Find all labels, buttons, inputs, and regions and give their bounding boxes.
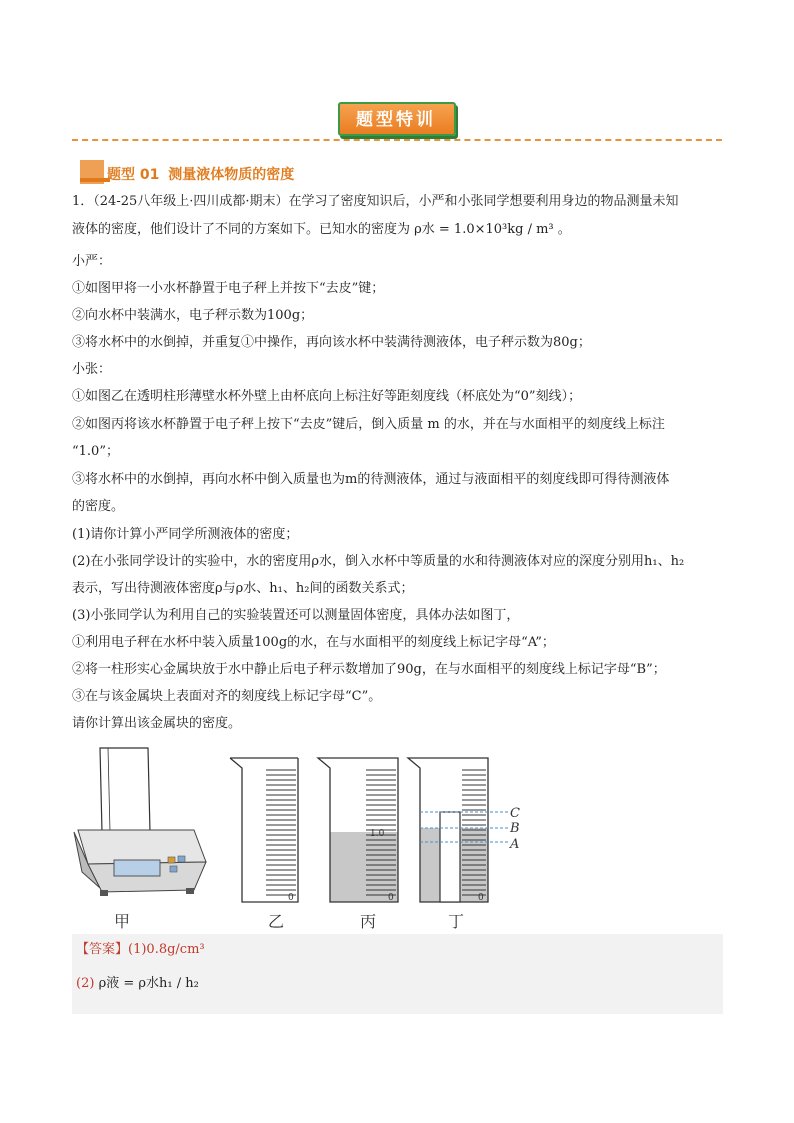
- question-line-6: ③将水杯中的水倒掉，并重复①中操作，再向该水杯中装满待测液体，电子秤示数为80g；: [72, 335, 591, 350]
- figure-label-ding: 丁: [447, 912, 465, 931]
- banner-title: 题型特训: [356, 110, 436, 130]
- question-line-17: ①利用电子秤在水杯中装入质量100g的水，在与水面相平的刻度线上标记字母“A”；: [72, 635, 555, 650]
- letter-b: B: [510, 821, 520, 836]
- figure-label-jia: 甲: [113, 912, 131, 931]
- letter-c: C: [510, 806, 520, 821]
- figure-label-yi: 乙: [267, 912, 285, 931]
- question-line-15: 表示，写出待测液体密度ρ与ρ水、h₁、h₂间的函数关系式；: [72, 581, 414, 596]
- section-banner: [334, 100, 458, 134]
- figure-jia: [74, 748, 206, 896]
- section-tag: 题型: [107, 167, 135, 183]
- question-line-3: 小严：: [72, 254, 112, 269]
- figure-ding-cup: [408, 758, 508, 902]
- question-line-19: ③在与该金属块上表面对齐的刻度线上标记字母“C”。: [72, 689, 382, 704]
- zero-mark-bing: 0: [388, 893, 394, 903]
- answer-tag: 【答案】: [76, 942, 129, 957]
- zero-mark-yi: 0: [288, 893, 294, 903]
- question-line-8: ①如图乙在透明柱形薄壁水杯外壁上由杯底向上标注好等距刻度线（杯底处为“0”刻线）；: [72, 389, 582, 404]
- question-line-9: ②如图丙将该水杯静置于电子秤上按下“去皮”键后，倒入质量 m 的水，并在与水面相平的刻度线上标注: [72, 417, 665, 432]
- answer-part-1: [76, 938, 205, 957]
- question-line-20: 请你计算出该金属块的密度。: [72, 716, 242, 731]
- dashed-divider: [72, 139, 722, 141]
- figure-label-bing: 丙: [359, 912, 377, 931]
- figure-bing-cup: [318, 758, 398, 902]
- answer-2-prefix: (2): [76, 976, 95, 991]
- section-number: 01: [139, 167, 160, 183]
- question-line-5: ②向水杯中装满水，电子秤示数为100g；: [72, 308, 314, 323]
- experiment-figures: [70, 742, 540, 938]
- zero-mark-ding: 0: [478, 893, 484, 903]
- scale-mark-1-0: 1.0: [370, 829, 385, 839]
- question-line-1: 1．（24-25八年级上·四川成都·期末）在学习了密度知识后，小严和小张同学想要利用身边的物品测量未知: [72, 194, 679, 209]
- figures-svg: [70, 742, 540, 934]
- question-line-2: 液体的密度，他们设计了不同的方案如下。已知水的密度为 ρ水 = 1.0×10³kg / m³ 。: [72, 222, 571, 237]
- figure-yi-cup: [230, 758, 298, 902]
- question-line-18: ②将一柱形实心金属块放于水中静止后电子秤示数增加了90g，在与水面相平的刻度线上标记字母“B”；: [72, 662, 666, 677]
- answer-2-formula: ρ液 = ρ水h₁ / h₂: [98, 976, 199, 991]
- question-line-16: (3)小张同学认为利用自己的实验装置还可以测量固体密度，具体办法如图丁，: [72, 608, 520, 623]
- letter-a: A: [510, 837, 520, 852]
- answer-part-2: [76, 972, 199, 991]
- question-line-13: (1)请你计算小严同学所测液体的密度；: [72, 527, 299, 542]
- question-line-10: “1.0”；: [72, 444, 119, 459]
- question-line-7: 小张：: [72, 362, 112, 377]
- section-label: [107, 164, 294, 184]
- question-line-14: (2)在小张同学设计的实验中，水的密度用ρ水，倒入水杯中等质量的水和待测液体对应的深度分别用h₁、h₂: [72, 554, 685, 569]
- answer-box: [72, 934, 723, 1014]
- question-line-12: 的密度。: [72, 499, 125, 514]
- question-line-11: ③将水杯中的水倒掉，再向水杯中倒入质量也为m的待测液体，通过与液面相平的刻度线即可得待测液体: [72, 472, 670, 487]
- section-title: 测量液体物质的密度: [168, 167, 295, 183]
- answer-1: (1)0.8g/cm³: [128, 942, 205, 957]
- question-line-4: ①如图甲将一小水杯静置于电子秤上并按下“去皮”键；: [72, 281, 385, 296]
- section-marker-underline: [80, 178, 110, 182]
